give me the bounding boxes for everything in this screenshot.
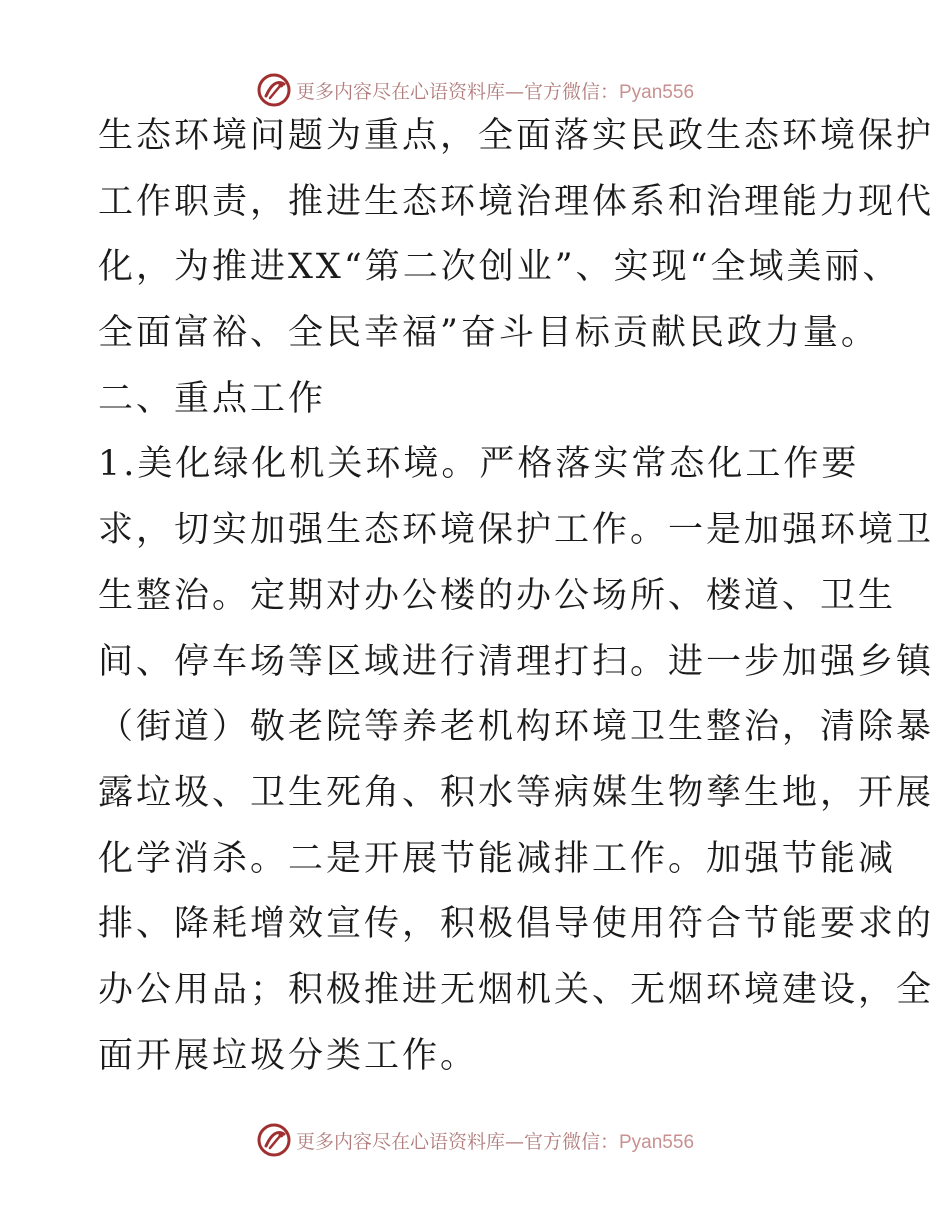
watermark-text — [296, 77, 694, 104]
footer-watermark — [0, 1120, 950, 1160]
body-line: 化学消杀。二是开展节能减排工作。加强节能减 — [98, 838, 897, 879]
brand-logo-icon — [256, 72, 292, 108]
body-line: 求，切实加强生态环境保护工作。一是加强环境卫 — [98, 510, 935, 551]
body-line: 全面富裕、全民幸福”奋斗目标贡献民政力量。 — [98, 313, 879, 354]
body-line: 工作职责，推进生态环境治理体系和治理能力现代 — [98, 181, 935, 222]
brand-logo-icon — [256, 1122, 292, 1158]
document-body — [98, 116, 935, 1103]
watermark-label: 更多内容尽在心语资料库—官方微信： — [295, 1130, 619, 1153]
body-line: 办公用品；积极推进无烟机关、无烟环境建设，全 — [98, 969, 935, 1010]
body-line: 1.美化绿化机关环境。严格落实常态化工作要 — [98, 444, 860, 485]
watermark-wechat-id: Pyan556 — [619, 81, 695, 103]
body-line: 面开展垃圾分类工作。 — [98, 1035, 479, 1076]
header-watermark — [0, 70, 950, 110]
section-heading: 二、重点工作 — [98, 378, 327, 419]
watermark-text — [296, 1127, 694, 1154]
body-line: 生整治。定期对办公楼的办公场所、楼道、卫生 — [98, 575, 897, 616]
body-line: 露垃圾、卫生死角、积水等病媒生物孳生地，开展 — [98, 772, 935, 813]
body-line: 排、降耗增效宣传，积极倡导使用符合节能要求的 — [98, 904, 935, 945]
body-line: 间、停车场等区域进行清理打扫。进一步加强乡镇 — [98, 641, 935, 682]
watermark-wechat-id: Pyan556 — [619, 1131, 695, 1153]
watermark-label: 更多内容尽在心语资料库—官方微信： — [295, 80, 619, 103]
body-line: （街道）敬老院等养老机构环境卫生整治，清除暴 — [98, 707, 935, 748]
body-line: 生态环境问题为重点，全面落实民政生态环境保护 — [98, 116, 935, 156]
body-line: 化，为推进XX“第二次创业”、实现“全域美丽、 — [98, 247, 901, 288]
